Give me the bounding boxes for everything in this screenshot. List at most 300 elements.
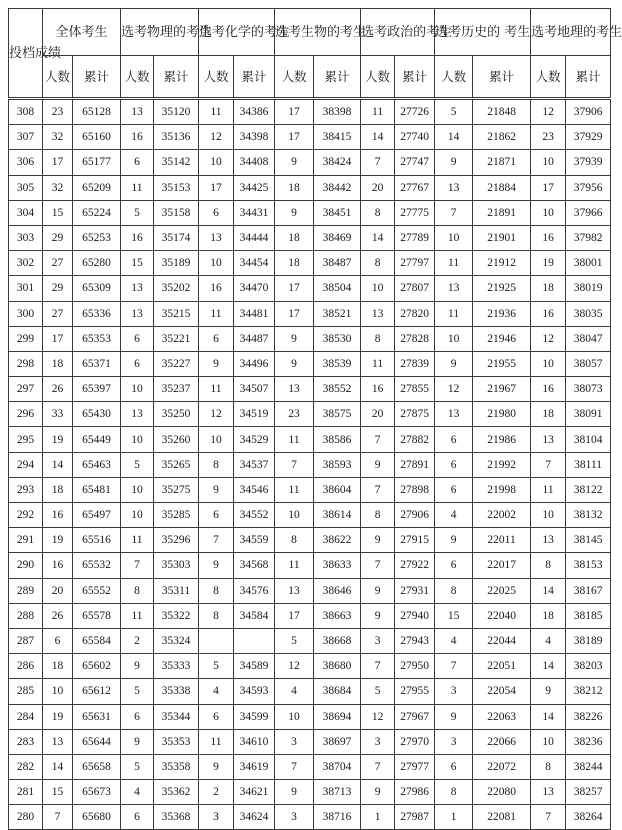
count-header: 人数 bbox=[121, 56, 154, 99]
count-cell: 9 bbox=[361, 603, 395, 628]
cumulative-cell: 38047 bbox=[566, 326, 611, 351]
cumulative-cell: 38604 bbox=[314, 477, 361, 502]
cumulative-header: 累计 bbox=[566, 56, 611, 99]
cumulative-cell: 27986 bbox=[395, 780, 435, 805]
cumulative-cell: 38668 bbox=[314, 628, 361, 653]
count-cell: 32 bbox=[43, 125, 73, 150]
count-cell: 14 bbox=[435, 125, 473, 150]
count-cell: 6 bbox=[435, 477, 473, 502]
cumulative-cell: 27977 bbox=[395, 754, 435, 779]
count-cell: 7 bbox=[361, 427, 395, 452]
cumulative-cell: 35285 bbox=[154, 503, 199, 528]
cumulative-cell: 27970 bbox=[395, 729, 435, 754]
count-cell: 13 bbox=[121, 402, 154, 427]
cumulative-cell: 38487 bbox=[314, 251, 361, 276]
cumulative-cell: 27922 bbox=[395, 553, 435, 578]
cumulative-cell: 35250 bbox=[154, 402, 199, 427]
count-cell: 1 bbox=[361, 805, 395, 830]
group-header-all: 全体考生 bbox=[43, 9, 121, 56]
count-header: 人数 bbox=[361, 56, 395, 99]
count-cell: 9 bbox=[199, 553, 234, 578]
count-cell: 17 bbox=[275, 125, 314, 150]
count-cell: 8 bbox=[199, 603, 234, 628]
cumulative-cell: 65602 bbox=[73, 654, 121, 679]
cumulative-cell: 27747 bbox=[395, 150, 435, 175]
count-cell: 10 bbox=[121, 427, 154, 452]
cumulative-cell: 65578 bbox=[73, 603, 121, 628]
cumulative-cell: 35142 bbox=[154, 150, 199, 175]
cumulative-cell: 38694 bbox=[314, 704, 361, 729]
score-cell: 306 bbox=[9, 150, 43, 175]
count-cell: 8 bbox=[361, 326, 395, 351]
count-cell: 15 bbox=[121, 251, 154, 276]
count-cell: 17 bbox=[43, 326, 73, 351]
count-cell: 12 bbox=[531, 326, 566, 351]
score-cell: 289 bbox=[9, 578, 43, 603]
count-cell: 7 bbox=[361, 150, 395, 175]
count-cell: 4 bbox=[531, 628, 566, 653]
count-cell: 17 bbox=[275, 301, 314, 326]
count-cell: 10 bbox=[121, 503, 154, 528]
count-cell: 18 bbox=[531, 276, 566, 301]
cumulative-cell: 38684 bbox=[314, 679, 361, 704]
cumulative-header: 累计 bbox=[234, 56, 275, 99]
table-body bbox=[9, 99, 611, 830]
count-cell: 10 bbox=[361, 276, 395, 301]
count-cell: 8 bbox=[199, 452, 234, 477]
cumulative-cell: 35322 bbox=[154, 603, 199, 628]
cumulative-cell: 65209 bbox=[73, 175, 121, 200]
count-cell: 11 bbox=[199, 377, 234, 402]
count-cell: 8 bbox=[361, 503, 395, 528]
group-header-history: 选考历史的 考生 bbox=[435, 9, 531, 56]
count-cell: 9 bbox=[435, 704, 473, 729]
cumulative-cell: 38145 bbox=[566, 528, 611, 553]
count-cell: 11 bbox=[435, 251, 473, 276]
count-cell: 7 bbox=[435, 654, 473, 679]
count-header: 人数 bbox=[43, 56, 73, 99]
count-cell: 6 bbox=[121, 150, 154, 175]
cumulative-cell: 27740 bbox=[395, 125, 435, 150]
cumulative-cell: 35265 bbox=[154, 452, 199, 477]
cumulative-cell: 21884 bbox=[473, 175, 531, 200]
count-cell: 7 bbox=[361, 654, 395, 679]
table-row bbox=[9, 225, 611, 250]
cumulative-cell: 35275 bbox=[154, 477, 199, 502]
count-cell: 2 bbox=[199, 780, 234, 805]
score-cell: 291 bbox=[9, 528, 43, 553]
count-cell: 6 bbox=[121, 805, 154, 830]
cumulative-cell: 34454 bbox=[234, 251, 275, 276]
count-cell: 7 bbox=[531, 452, 566, 477]
cumulative-cell: 38001 bbox=[566, 251, 611, 276]
cumulative-cell: 22002 bbox=[473, 503, 531, 528]
cumulative-cell: 34576 bbox=[234, 578, 275, 603]
count-cell: 6 bbox=[199, 326, 234, 351]
cumulative-cell: 22063 bbox=[473, 704, 531, 729]
count-cell: 23 bbox=[531, 125, 566, 150]
count-cell: 16 bbox=[43, 503, 73, 528]
cumulative-cell: 65449 bbox=[73, 427, 121, 452]
count-cell: 4 bbox=[275, 679, 314, 704]
count-cell: 7 bbox=[199, 528, 234, 553]
table-row bbox=[9, 402, 611, 427]
cumulative-cell: 65481 bbox=[73, 477, 121, 502]
count-cell: 14 bbox=[531, 654, 566, 679]
cumulative-cell: 34599 bbox=[234, 704, 275, 729]
count-cell: 6 bbox=[435, 553, 473, 578]
count-cell: 16 bbox=[361, 377, 395, 402]
count-cell: 1 bbox=[435, 805, 473, 830]
cumulative-cell: 22080 bbox=[473, 780, 531, 805]
cumulative-cell: 21967 bbox=[473, 377, 531, 402]
cumulative-cell: 22017 bbox=[473, 553, 531, 578]
count-cell: 13 bbox=[121, 276, 154, 301]
count-cell: 10 bbox=[199, 427, 234, 452]
table-row bbox=[9, 351, 611, 376]
count-cell: 9 bbox=[531, 679, 566, 704]
count-cell: 3 bbox=[275, 805, 314, 830]
cumulative-cell: 38504 bbox=[314, 276, 361, 301]
score-cell: 292 bbox=[9, 503, 43, 528]
cumulative-cell: 21946 bbox=[473, 326, 531, 351]
cumulative-cell: 38257 bbox=[566, 780, 611, 805]
cumulative-cell: 65658 bbox=[73, 754, 121, 779]
count-cell: 18 bbox=[43, 477, 73, 502]
count-cell: 26 bbox=[43, 603, 73, 628]
table-row bbox=[9, 301, 611, 326]
count-cell: 17 bbox=[199, 175, 234, 200]
count-cell: 10 bbox=[531, 503, 566, 528]
score-cell: 302 bbox=[9, 251, 43, 276]
count-cell: 13 bbox=[121, 301, 154, 326]
count-cell: 10 bbox=[43, 679, 73, 704]
cumulative-cell: 34425 bbox=[234, 175, 275, 200]
cumulative-cell: 65463 bbox=[73, 452, 121, 477]
score-cell: 307 bbox=[9, 125, 43, 150]
cumulative-cell: 21891 bbox=[473, 200, 531, 225]
table-row bbox=[9, 679, 611, 704]
cumulative-cell: 65224 bbox=[73, 200, 121, 225]
cumulative-cell: 35215 bbox=[154, 301, 199, 326]
count-cell: 8 bbox=[531, 553, 566, 578]
cumulative-cell: 21955 bbox=[473, 351, 531, 376]
cumulative-cell: 34559 bbox=[234, 528, 275, 553]
cumulative-cell: 38451 bbox=[314, 200, 361, 225]
count-cell: 14 bbox=[361, 125, 395, 150]
cumulative-header: 累计 bbox=[154, 56, 199, 99]
cumulative-cell: 38244 bbox=[566, 754, 611, 779]
table-row bbox=[9, 578, 611, 603]
cumulative-cell: 22025 bbox=[473, 578, 531, 603]
cumulative-cell: 35324 bbox=[154, 628, 199, 653]
cumulative-cell: 65430 bbox=[73, 402, 121, 427]
count-cell: 10 bbox=[435, 326, 473, 351]
count-cell: 13 bbox=[531, 780, 566, 805]
count-cell: 8 bbox=[199, 578, 234, 603]
cumulative-cell: 35333 bbox=[154, 654, 199, 679]
count-cell: 12 bbox=[199, 125, 234, 150]
cumulative-cell: 38189 bbox=[566, 628, 611, 653]
count-cell: 14 bbox=[531, 704, 566, 729]
table-row bbox=[9, 175, 611, 200]
count-cell: 11 bbox=[275, 427, 314, 452]
cumulative-cell: 65253 bbox=[73, 225, 121, 250]
table-row bbox=[9, 477, 611, 502]
score-cell: 304 bbox=[9, 200, 43, 225]
cumulative-cell: 37982 bbox=[566, 225, 611, 250]
cumulative-cell: 27931 bbox=[395, 578, 435, 603]
cumulative-cell: 38091 bbox=[566, 402, 611, 427]
cumulative-cell: 21871 bbox=[473, 150, 531, 175]
count-cell: 6 bbox=[199, 200, 234, 225]
group-header-chemistry: 选考化学的考生 bbox=[199, 9, 275, 56]
cumulative-header: 累计 bbox=[314, 56, 361, 99]
count-cell: 7 bbox=[275, 452, 314, 477]
cumulative-cell: 22066 bbox=[473, 729, 531, 754]
count-cell: 3 bbox=[199, 805, 234, 830]
cumulative-cell: 34552 bbox=[234, 503, 275, 528]
cumulative-cell: 27906 bbox=[395, 503, 435, 528]
table-row bbox=[9, 805, 611, 830]
table-row bbox=[9, 326, 611, 351]
cumulative-cell: 65353 bbox=[73, 326, 121, 351]
count-cell: 11 bbox=[121, 603, 154, 628]
cumulative-cell: 34584 bbox=[234, 603, 275, 628]
cumulative-cell: 35237 bbox=[154, 377, 199, 402]
cumulative-cell: 38415 bbox=[314, 125, 361, 150]
count-cell: 10 bbox=[199, 251, 234, 276]
score-distribution-table bbox=[8, 8, 622, 830]
score-cell: 303 bbox=[9, 225, 43, 250]
cumulative-cell: 35344 bbox=[154, 704, 199, 729]
count-cell: 9 bbox=[275, 200, 314, 225]
count-cell: 14 bbox=[361, 225, 395, 250]
count-cell: 16 bbox=[43, 553, 73, 578]
cumulative-cell: 38716 bbox=[314, 805, 361, 830]
count-cell: 10 bbox=[275, 503, 314, 528]
cumulative-cell: 37939 bbox=[566, 150, 611, 175]
cumulative-cell: 65160 bbox=[73, 125, 121, 150]
count-cell: 6 bbox=[43, 628, 73, 653]
count-cell: 3 bbox=[361, 729, 395, 754]
cumulative-cell: 27898 bbox=[395, 477, 435, 502]
cumulative-cell: 38424 bbox=[314, 150, 361, 175]
cumulative-cell: 35174 bbox=[154, 225, 199, 250]
cumulative-cell: 38575 bbox=[314, 402, 361, 427]
count-cell: 29 bbox=[43, 225, 73, 250]
cumulative-cell: 21936 bbox=[473, 301, 531, 326]
score-cell: 290 bbox=[9, 553, 43, 578]
count-cell: 11 bbox=[199, 99, 234, 125]
cumulative-cell: 37966 bbox=[566, 200, 611, 225]
cumulative-header: 累计 bbox=[395, 56, 435, 99]
count-cell: 15 bbox=[43, 200, 73, 225]
count-cell: 10 bbox=[531, 150, 566, 175]
cumulative-cell: 65309 bbox=[73, 276, 121, 301]
count-cell: 6 bbox=[435, 427, 473, 452]
count-cell: 2 bbox=[121, 628, 154, 653]
count-cell: 13 bbox=[275, 377, 314, 402]
cumulative-cell: 22072 bbox=[473, 754, 531, 779]
cumulative-cell: 34619 bbox=[234, 754, 275, 779]
group-header-geography: 选考地理的考生 bbox=[531, 9, 611, 56]
cumulative-cell: 34507 bbox=[234, 377, 275, 402]
count-header: 人数 bbox=[435, 56, 473, 99]
count-header: 人数 bbox=[531, 56, 566, 99]
cumulative-cell: 27940 bbox=[395, 603, 435, 628]
count-cell: 12 bbox=[531, 99, 566, 125]
cumulative-cell: 34398 bbox=[234, 125, 275, 150]
count-cell: 16 bbox=[531, 225, 566, 250]
cumulative-cell: 65128 bbox=[73, 99, 121, 125]
cumulative-cell: 38153 bbox=[566, 553, 611, 578]
cumulative-cell: 21992 bbox=[473, 452, 531, 477]
table-row bbox=[9, 553, 611, 578]
count-cell: 9 bbox=[435, 150, 473, 175]
count-cell: 16 bbox=[199, 276, 234, 301]
cumulative-cell: 27987 bbox=[395, 805, 435, 830]
table-row bbox=[9, 528, 611, 553]
score-cell: 284 bbox=[9, 704, 43, 729]
cumulative-cell: 34624 bbox=[234, 805, 275, 830]
count-cell: 27 bbox=[43, 251, 73, 276]
count-cell: 5 bbox=[121, 452, 154, 477]
count-cell: 3 bbox=[435, 679, 473, 704]
score-cell: 294 bbox=[9, 452, 43, 477]
cumulative-cell: 35311 bbox=[154, 578, 199, 603]
count-cell: 18 bbox=[43, 351, 73, 376]
count-cell: 9 bbox=[199, 754, 234, 779]
count-cell: 13 bbox=[121, 99, 154, 125]
count-cell: 5 bbox=[121, 200, 154, 225]
table-row bbox=[9, 452, 611, 477]
count-cell: 19 bbox=[43, 704, 73, 729]
cumulative-cell: 38704 bbox=[314, 754, 361, 779]
count-cell: 6 bbox=[121, 351, 154, 376]
count-cell: 3 bbox=[275, 729, 314, 754]
cumulative-cell: 38539 bbox=[314, 351, 361, 376]
count-cell: 11 bbox=[121, 528, 154, 553]
count-cell: 3 bbox=[361, 628, 395, 653]
cumulative-cell: 65584 bbox=[73, 628, 121, 653]
count-cell: 29 bbox=[43, 276, 73, 301]
count-cell: 8 bbox=[435, 578, 473, 603]
cumulative-cell: 22054 bbox=[473, 679, 531, 704]
cumulative-cell: 38185 bbox=[566, 603, 611, 628]
count-cell: 7 bbox=[531, 805, 566, 830]
cumulative-cell: 27775 bbox=[395, 200, 435, 225]
cumulative-cell: 35120 bbox=[154, 99, 199, 125]
score-cell: 286 bbox=[9, 654, 43, 679]
cumulative-cell: 35353 bbox=[154, 729, 199, 754]
table-row bbox=[9, 427, 611, 452]
count-cell: 32 bbox=[43, 175, 73, 200]
count-cell: 7 bbox=[361, 553, 395, 578]
cumulative-cell: 34593 bbox=[234, 679, 275, 704]
count-cell: 9 bbox=[361, 452, 395, 477]
count-cell: 12 bbox=[199, 402, 234, 427]
score-cell: 282 bbox=[9, 754, 43, 779]
count-cell: 19 bbox=[531, 251, 566, 276]
count-cell: 10 bbox=[121, 377, 154, 402]
cumulative-cell: 27943 bbox=[395, 628, 435, 653]
cumulative-cell: 38035 bbox=[566, 301, 611, 326]
score-cell: 305 bbox=[9, 175, 43, 200]
count-cell: 13 bbox=[435, 402, 473, 427]
cumulative-cell: 65612 bbox=[73, 679, 121, 704]
count-cell: 3 bbox=[435, 729, 473, 754]
count-cell: 4 bbox=[121, 780, 154, 805]
count-cell: 14 bbox=[43, 452, 73, 477]
count-cell: 11 bbox=[361, 351, 395, 376]
cumulative-cell: 21862 bbox=[473, 125, 531, 150]
count-cell: 18 bbox=[275, 175, 314, 200]
cumulative-cell: 34431 bbox=[234, 200, 275, 225]
score-column-header: 投档成绩 bbox=[9, 9, 43, 99]
cumulative-cell: 38203 bbox=[566, 654, 611, 679]
count-cell: 11 bbox=[121, 175, 154, 200]
score-cell: 295 bbox=[9, 427, 43, 452]
count-cell: 11 bbox=[199, 729, 234, 754]
score-cell: 287 bbox=[9, 628, 43, 653]
count-cell: 9 bbox=[199, 351, 234, 376]
count-cell: 20 bbox=[43, 578, 73, 603]
count-cell: 4 bbox=[435, 628, 473, 653]
cumulative-cell: 34621 bbox=[234, 780, 275, 805]
count-cell: 4 bbox=[199, 679, 234, 704]
cumulative-cell: 38073 bbox=[566, 377, 611, 402]
count-cell: 10 bbox=[275, 704, 314, 729]
cumulative-cell: 35260 bbox=[154, 427, 199, 452]
count-cell: 5 bbox=[199, 654, 234, 679]
count-cell: 6 bbox=[435, 452, 473, 477]
count-cell: 17 bbox=[275, 99, 314, 125]
cumulative-cell: 65280 bbox=[73, 251, 121, 276]
count-cell: 9 bbox=[121, 654, 154, 679]
cumulative-cell: 38633 bbox=[314, 553, 361, 578]
count-cell: 20 bbox=[361, 175, 395, 200]
cumulative-cell: 27855 bbox=[395, 377, 435, 402]
cumulative-cell: 37929 bbox=[566, 125, 611, 150]
count-cell: 26 bbox=[43, 377, 73, 402]
cumulative-cell: 27875 bbox=[395, 402, 435, 427]
table-row bbox=[9, 99, 611, 125]
cumulative-cell: 21986 bbox=[473, 427, 531, 452]
cumulative-cell: 22011 bbox=[473, 528, 531, 553]
score-cell: 300 bbox=[9, 301, 43, 326]
cumulative-header: 累计 bbox=[73, 56, 121, 99]
cumulative-cell: 35338 bbox=[154, 679, 199, 704]
cumulative-cell: 27915 bbox=[395, 528, 435, 553]
score-cell: 285 bbox=[9, 679, 43, 704]
count-cell: 9 bbox=[199, 477, 234, 502]
cumulative-cell: 65644 bbox=[73, 729, 121, 754]
cumulative-cell: 27882 bbox=[395, 427, 435, 452]
cumulative-cell: 27828 bbox=[395, 326, 435, 351]
cumulative-cell: 35202 bbox=[154, 276, 199, 301]
count-cell: 11 bbox=[199, 301, 234, 326]
cumulative-cell: 38264 bbox=[566, 805, 611, 830]
cumulative-cell: 38236 bbox=[566, 729, 611, 754]
count-cell: 7 bbox=[43, 805, 73, 830]
count-cell: 10 bbox=[531, 351, 566, 376]
count-header: 人数 bbox=[199, 56, 234, 99]
cumulative-cell: 38530 bbox=[314, 326, 361, 351]
cumulative-cell: 38593 bbox=[314, 452, 361, 477]
cumulative-cell: 38104 bbox=[566, 427, 611, 452]
table-row bbox=[9, 780, 611, 805]
